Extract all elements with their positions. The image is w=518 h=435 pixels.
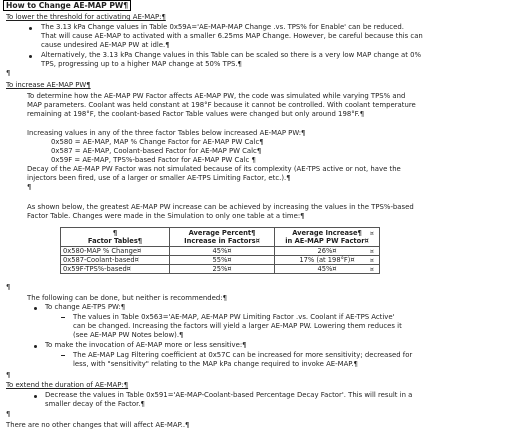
- header-cell-line: Average Percent¶: [188, 229, 256, 237]
- increase-para-1-line-2: MAP parameters. Coolant was held constant at 198°F because it cannot be controlled. With coolant temperature: [27, 101, 416, 109]
- recommend-sub-1-line-3: (see AE-MAP PW Notes below).¶: [73, 331, 184, 339]
- empty-paragraph-mark: ¶: [27, 183, 32, 191]
- increase-para-4-line-2: Factor Table. Changes were made in the Simulation to only one table at a time:¶: [27, 212, 305, 220]
- lower-bullet-1-line-2: That will cause AE-MAP to activated with a smaller 6.25ms MAP Change. However, be careful because this can: [41, 32, 423, 40]
- dash-bullet-icon: [61, 355, 65, 356]
- empty-paragraph-mark: ¶: [6, 371, 11, 379]
- header-cell-line: Factor Tables¶: [87, 237, 143, 245]
- table-cell-percent: 55%¤: [170, 256, 275, 265]
- increase-para-1-line-3: remaining at 198°F, the coolant-based Factor Table values were changed but only around 198°F.¶: [27, 110, 365, 118]
- recommend-heading: The following can be done, but neither is recommended:¶: [27, 294, 227, 302]
- increase-para-3-line-1: Decay of the AE-MAP PW Factor was not simulated because of its complexity (AE-TPS active or not, have the: [27, 165, 401, 173]
- table-row: [61, 256, 380, 265]
- lower-bullet-1-line-1: The 3.13 kPa Change values in Table 0x59A='AE-MAP-MAP Change .vs. TPS% for Enable' can be reduced.: [41, 23, 404, 31]
- row-end-mark: ¤: [370, 266, 374, 273]
- factor-table-item-1: 0x580 = AE-MAP, MAP % Change Factor for AE-MAP PW Calc¶: [51, 138, 264, 146]
- lower-threshold-heading: To lower the threshold for activating AE-MAP:¶: [6, 13, 166, 21]
- header-cell-line: Increase in Factors¤: [184, 237, 260, 245]
- row-end-mark: ¤: [370, 230, 374, 237]
- table-header-row: [61, 228, 380, 247]
- empty-paragraph-mark: ¶: [6, 283, 11, 291]
- bullet-icon: [29, 55, 32, 58]
- factor-table-item-2: 0x587 = AE-MAP, Coolant-based Factor for AE-MAP PW Calc¶: [51, 147, 262, 155]
- extend-bullet-line-2: smaller decay of the Factor.¶: [45, 400, 145, 408]
- row-end-mark: ¤: [370, 248, 374, 255]
- header-factor-tables: [61, 228, 170, 247]
- recommend-bullet-2: To make the invocation of AE-MAP more or less sensitive:¶: [45, 341, 247, 349]
- lower-bullet-1-line-3: cause undesired AE-MAP PW at idle.¶: [41, 41, 170, 49]
- header-cell-line: ¶: [112, 229, 118, 237]
- extend-heading: To extend the duration of AE-MAP:¶: [6, 381, 129, 389]
- table-cell-pw: 26%¤: [275, 247, 380, 256]
- table-cell-factor: 0x587-Coolant-based¤: [61, 256, 170, 265]
- header-cell-line: in AE-MAP PW Factor¤: [285, 237, 369, 245]
- table-cell-percent: 25%¤: [170, 265, 275, 274]
- bullet-icon: [34, 345, 37, 348]
- bullet-icon: [29, 27, 32, 30]
- extend-bullet-line-1: Decrease the values in Table 0x591='AE-MAP-Coolant-based Percentage Decay Factor'. This will result in a: [45, 391, 413, 399]
- factor-table-item-3: 0x59F = AE-MAP, TPS%-based Factor for AE-MAP PW Calc ¶: [51, 156, 256, 164]
- table-row: [61, 247, 380, 256]
- table-row: [61, 265, 380, 274]
- table-cell-pw: 45%¤: [275, 265, 380, 274]
- table-cell-factor: 0x580-MAP % Change¤: [61, 247, 170, 256]
- recommend-sub-1-line-2: can be changed. Increasing the factors will yield a larger AE-MAP PW. Lowering them reduces it: [73, 322, 402, 330]
- increase-para-2: Increasing values in any of the three factor Tables below increased AE-MAP PW:¶: [27, 129, 306, 137]
- dash-bullet-icon: [61, 317, 65, 318]
- bullet-icon: [34, 307, 37, 310]
- increase-para-4-line-1: As shown below, the greatest AE-MAP PW increase can be achieved by increasing the values in the TPS%-based: [27, 203, 414, 211]
- table-cell-factor: 0x59F-TPS%-based¤: [61, 265, 170, 274]
- bullet-icon: [34, 395, 37, 398]
- increase-para-1-line-1: To determine how the AE-MAP PW Factor affects AE-MAP PW, the code was simulated while varying TPS% and: [27, 92, 406, 100]
- doc-title: How to Change AE-MAP PW¶: [3, 1, 131, 10]
- header-average-increase: [275, 228, 380, 247]
- lower-bullet-2-line-2: TPS, progressing up to a higher MAP change at 50% TPS.¶: [41, 60, 242, 68]
- final-statement: There are no other changes that will affect AE-MAP..¶: [6, 421, 190, 429]
- recommend-sub-1-line-1: The values in Table 0x563='AE-MAP, AE-MAP PW Limiting Factor .vs. Coolant if AE-TPS Active': [73, 313, 395, 321]
- empty-paragraph-mark: ¶: [6, 410, 11, 418]
- recommend-sub-2-line-1: The AE-MAP Lag Filtering coefficient at 0x57C can be increased for more sensitivity; decreased for: [73, 351, 413, 359]
- recommend-bullet-1: To change AE-TPS PW:¶: [45, 303, 126, 311]
- table-cell-percent: 45%¤: [170, 247, 275, 256]
- empty-paragraph-mark: ¶: [6, 69, 11, 77]
- lower-bullet-2-line-1: Alternatively, the 3.13 kPa Change values in this Table can be scaled so there is a very low MAP change at 0%: [41, 51, 422, 59]
- increase-heading: To increase AE-MAP PW¶: [6, 81, 91, 89]
- header-cell-line: Average Increase¶: [292, 229, 362, 237]
- row-end-mark: ¤: [370, 257, 374, 264]
- recommend-sub-2-line-2: less, with "sensitivity" relating to the MAP kPa change required to invoke AE-MAP.¶: [73, 360, 358, 368]
- factor-increase-table: [60, 227, 380, 274]
- header-average-percent: [170, 228, 275, 247]
- table-cell-pw: 17% (at 198°F)¤: [275, 256, 380, 265]
- increase-para-3-line-2: injectors been fired, use of a larger or smaller AE-TPS Limiting Factor, etc.).¶: [27, 174, 291, 182]
